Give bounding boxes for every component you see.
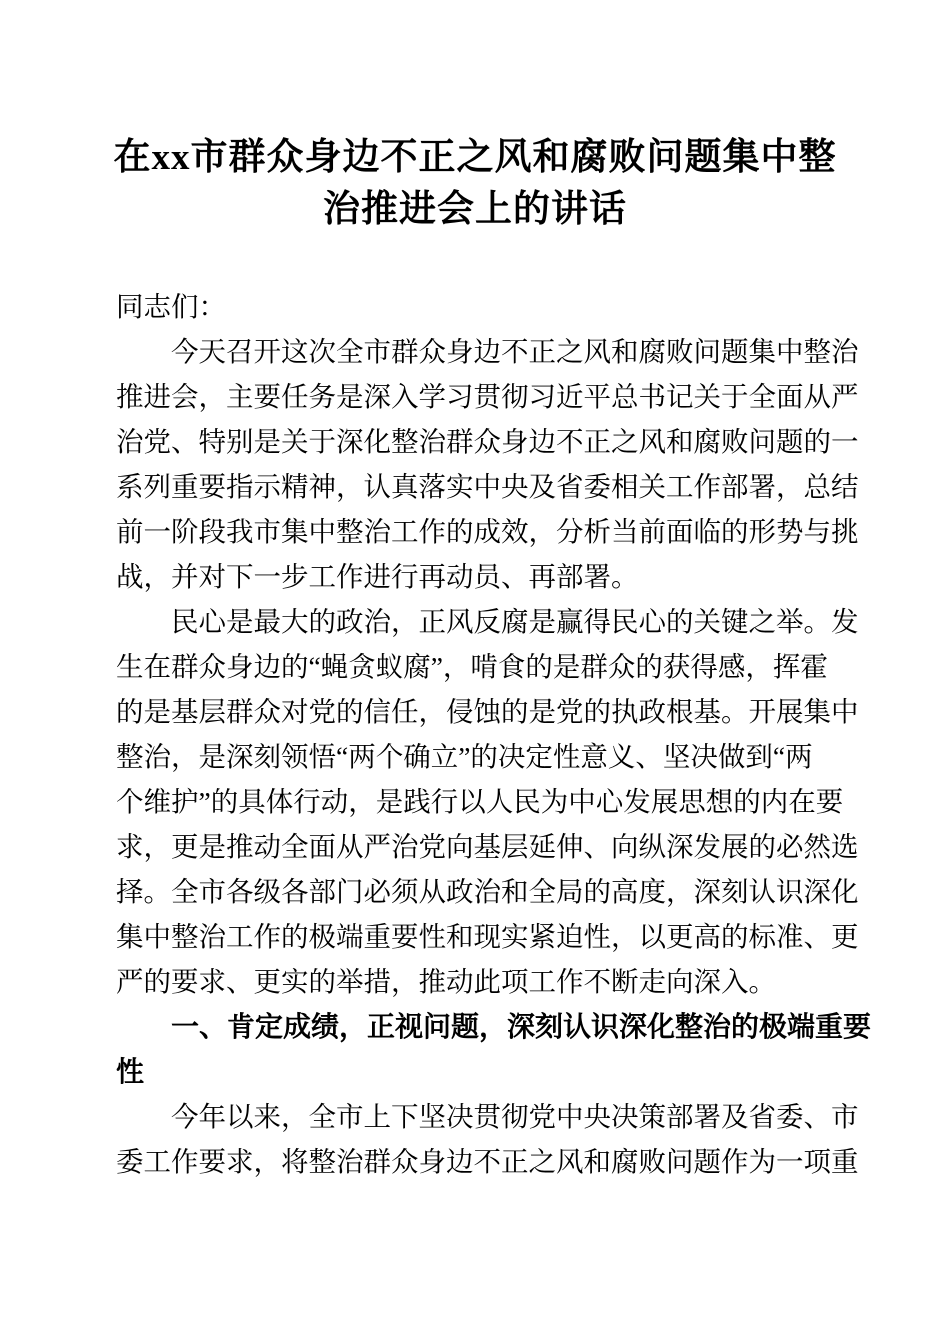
text-line: 择。全市各级各部门必须从政治和全局的高度，深刻认识深化 — [116, 876, 859, 907]
section-heading — [116, 1004, 872, 1094]
paragraph — [116, 599, 862, 1004]
text-line: 今天召开这次全市群众身边不正之风和腐败问题集中整治 — [171, 336, 859, 367]
paragraph — [116, 1094, 862, 1184]
text-line: 求，更是推动全面从严治党向基层延伸、向纵深发展的必然选 — [116, 831, 859, 862]
text-line: 集中整治工作的极端重要性和现实紧迫性，以更高的标准、更 — [116, 921, 859, 952]
heading-line: 一、肯定成绩，正视问题，深刻认识深化整治的极端重要 — [171, 1011, 872, 1042]
text-line: 整治，是深刻领悟“两个确立”的决定性意义、坚决做到“两 — [116, 741, 813, 772]
title-line: 治推进会上的讲话 — [323, 189, 627, 230]
text-line: 严的要求、更实的举措，推动此项工作不断走向深入。 — [116, 966, 776, 997]
text-line: 今年以来，全市上下坚决贯彻党中央决策部署及省委、市 — [171, 1101, 859, 1132]
text-line: 前一阶段我市集中整治工作的成效，分析当前面临的形势与挑 — [116, 516, 859, 547]
text-line: 推进会，主要任务是深入学习贯彻习近平总书记关于全面从严 — [116, 381, 859, 412]
text-line: 系列重要指示精神，认真落实中央及省委相关工作部署，总结 — [116, 471, 859, 502]
title-line: 在xx市群众身边不正之风和腐败问题集中整 — [113, 137, 837, 178]
text-line: 委工作要求，将整治群众身边不正之风和腐败问题作为一项重 — [116, 1146, 859, 1177]
text-line: 民心是最大的政治，正风反腐是赢得民心的关键之举。发 — [171, 606, 859, 637]
paragraph — [116, 329, 862, 599]
document-title — [0, 0, 950, 236]
text-line: 的是基层群众对党的信任，侵蚀的是党的执政根基。开展集中 — [116, 696, 859, 727]
heading-line: 性 — [116, 1056, 145, 1087]
paragraph — [116, 284, 862, 329]
text-line: 同志们： — [116, 291, 226, 322]
text-line: 个维护”的具体行动，是践行以人民为中心发展思想的内在要 — [116, 786, 844, 817]
text-line: 生在群众身边的“蝇贪蚁腐”，啃食的是群众的获得感，挥霍 — [116, 651, 828, 682]
text-line: 治党、特别是关于深化整治群众身边不正之风和腐败问题的一 — [116, 426, 859, 457]
text-line: 战，并对下一步工作进行再动员、再部署。 — [116, 561, 639, 592]
document-body — [116, 284, 872, 1184]
